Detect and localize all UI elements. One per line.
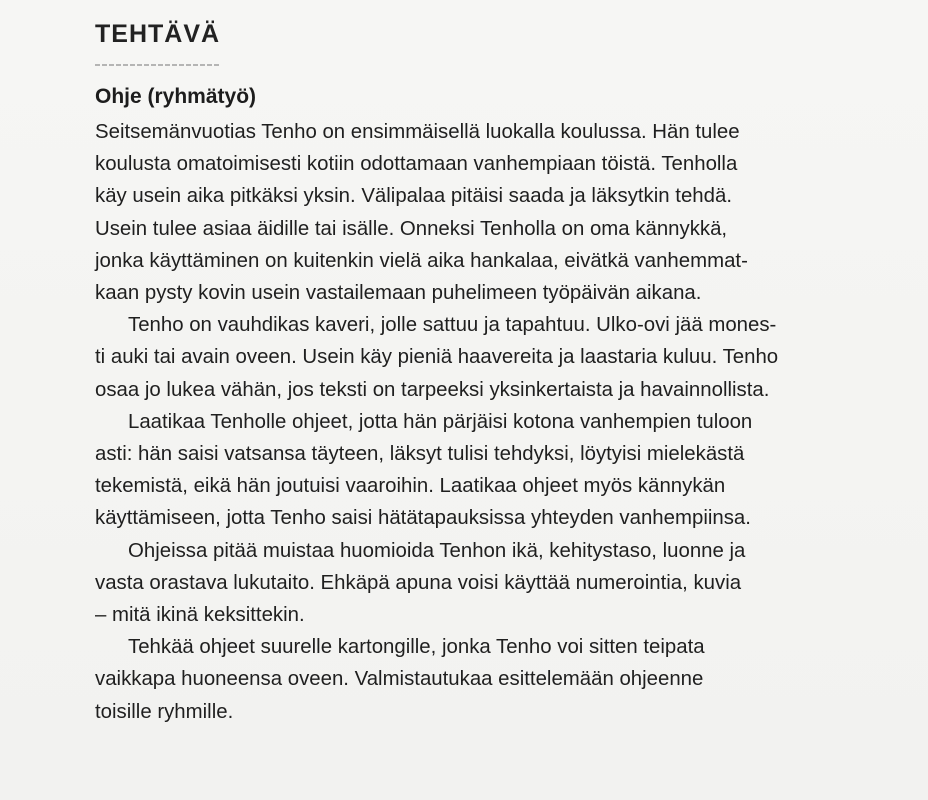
- text-line: Seitsemänvuotias Tenho on ensimmäisellä luokalla koulussa. Hän tulee: [95, 121, 740, 143]
- text-line: asti: hän saisi vatsansa täyteen, läksyt tulisi tehdyksi, löytyisi mielekästä: [95, 443, 745, 466]
- page-title: TEHTÄVÄ: [95, 20, 221, 48]
- text-line: tekemistä, eikä hän joutuisi vaaroihin. Laatikaa ohjeet myös kännykän: [95, 475, 726, 498]
- text-line: – mitä ikinä keksittekin.: [95, 604, 305, 627]
- text-line: koulusta omatoimisesti kotiin odottamaan vanhempiaan töistä. Tenholla: [95, 153, 738, 176]
- text-line: vasta orastava lukutaito. Ehkäpä apuna voisi käyttää numerointia, kuvia: [95, 571, 742, 594]
- paragraph-start-line: Tenho on vauhdikas kaveri, jolle sattuu ja tapahtuu. Ulko-ovi jää mones-: [128, 314, 777, 337]
- text-line: osaa jo lukea vähän, jos teksti on tarpeeksi yksinkertaista ja havainnollista.: [95, 378, 770, 401]
- paragraph-start-line: Ohjeissa pitää muistaa huomioida Tenhon ikä, kehitystaso, luonne ja: [128, 539, 746, 562]
- title-underline: [95, 64, 221, 66]
- text-line: vaikkapa huoneensa oveen. Valmistautukaa esittelemään ohjeenne: [95, 668, 704, 691]
- text-line: käyttämiseen, jotta Tenho saisi hätätapauksissa yhteyden vanhempiinsa.: [95, 507, 751, 530]
- text-line: ti auki tai avain oveen. Usein käy pieniä haavereita ja laastaria kuluu. Tenho: [95, 346, 779, 369]
- text-line: jonka käyttäminen on kuitenkin vielä aika hankalaa, eivätkä vanhemmat-: [95, 249, 748, 272]
- text-line: kaan pysty kovin usein vastailemaan puhelimeen työpäivän aikana.: [95, 282, 702, 305]
- text-line: käy usein aika pitkäksi yksin. Välipalaa pitäisi saada ja läksytkin tehdä.: [95, 185, 732, 208]
- instruction-text: [95, 116, 855, 728]
- paragraph-start-line: Tehkää ohjeet suurelle kartongille, jonka Tenho voi sitten teipata: [128, 636, 705, 659]
- text-line: toisille ryhmille.: [95, 700, 234, 723]
- text-line: Usein tulee asiaa äidille tai isälle. Onneksi Tenholla on oma kännykkä,: [95, 217, 728, 240]
- instruction-heading: Ohje (ryhmätyö): [95, 85, 257, 108]
- paragraph-start-line: Laatikaa Tenholle ohjeet, jotta hän pärjäisi kotona vanhempien tuloon: [128, 410, 753, 433]
